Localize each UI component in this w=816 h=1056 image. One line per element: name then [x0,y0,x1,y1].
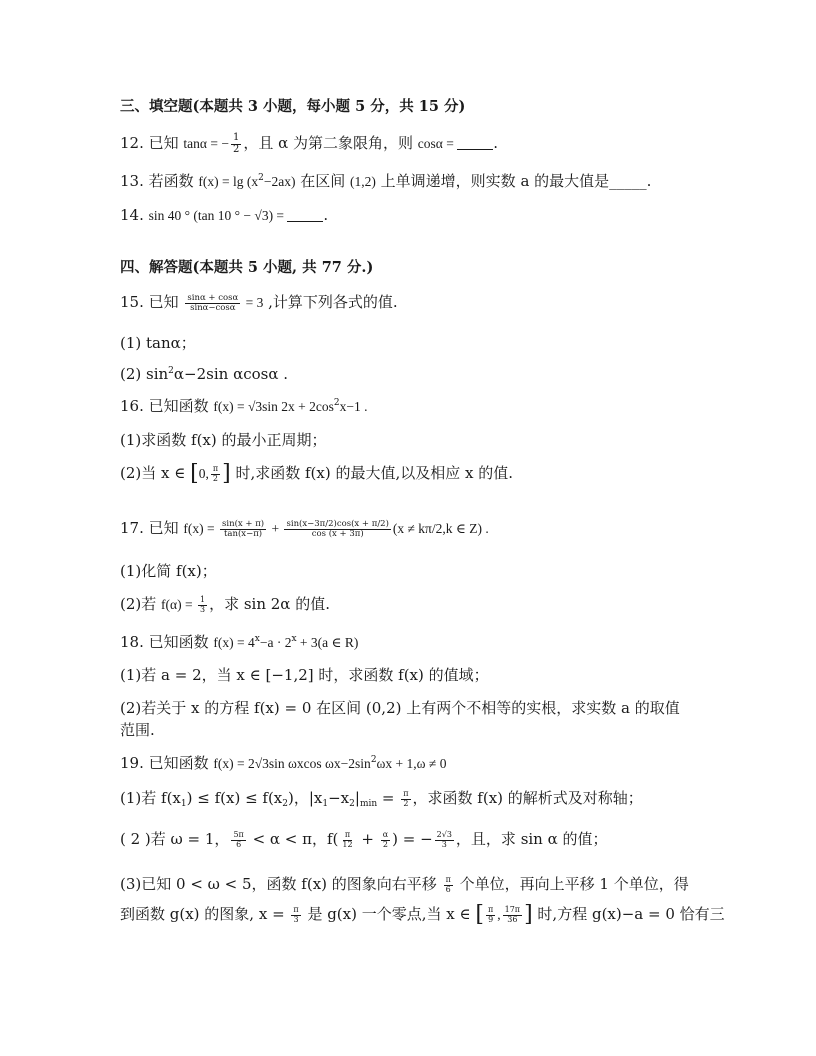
q19-p1-den: 2 [403,798,409,808]
q17-fx: f(x) = [183,521,219,536]
q19-p3-lo-n: π [487,905,494,915]
q19-p1-a: (1)若 f(x [120,789,181,807]
q19-p3-d1: 6 [445,884,451,894]
q19-p3-hi-d: 36 [507,914,518,924]
q19-p1-b: ) ≤ f(x) ≤ f(x [186,789,283,807]
q14-end: . [323,206,329,224]
q19-part-3-line-1 [120,874,700,894]
q19-p2-d4: 3 [441,839,447,849]
q13-mid: 在区间 [295,172,351,190]
q12-answer-blank[interactable] [457,135,493,150]
q19-p2-d2: 12 [342,839,353,849]
q15-fraction [185,294,240,313]
q16-part-1: (1)求函数 f(x) 的最小正周期； [120,431,327,449]
q12-rhs: cosα = [417,136,458,151]
q15-p2-b: α−2sin αcosα . [173,365,288,383]
q14-expr: sin 40 ° (tan 10 ° − √3) = [148,208,288,223]
section-3-heading: 三、填空题(本题共 3 小题，每小题 5 分，共 15 分) [120,98,466,115]
q17-p2-fraction [198,596,207,614]
q19-p2-c: + [356,830,379,848]
q15-prefix: 15. 已知 [120,293,184,311]
q13-interval: (1,2) [350,174,376,189]
q12-end: . [493,134,498,152]
q17-p2-b: ，求 sin 2α 的值. [209,595,330,613]
q19-p2-a: ( 2 )若 ω = 1， [120,830,230,848]
q19-p2-d3: 2 [382,839,388,849]
q19-p3-d2: 3 [293,914,299,924]
q19-p3-l2-a: 到函数 g(x) 的图象, x = [120,905,290,923]
q19-p1-num: π [403,789,409,799]
q19-p1-g: ，求函数 f(x) 的解析式及对称轴； [412,789,643,807]
q16-prefix: 16. 已知函数 [120,397,214,415]
q17-p2-den: 3 [199,604,206,614]
q17-prefix: 17. 已知 [120,519,184,537]
comma: , [497,907,501,922]
q15-frac-num: sinα + cosα [187,292,239,303]
q13-expr-a: f(x) = lg (x [198,174,259,189]
right-bracket: ] [524,902,533,927]
q19-p3-n1: π [445,875,451,885]
q13-end: 上单调递增，则实数 a 的最大值是_____. [375,172,652,190]
q17-condition: (x ≠ kπ/2,k ∈ Z) . [392,521,489,536]
q16-interval-lo: 0, [198,466,209,481]
q19-part-1 [120,788,700,808]
q19-p1-sub5: min [359,799,378,809]
q19-prefix: 19. 已知函数 [120,754,214,772]
q19-p3-hi-n: 17π [504,905,521,915]
q19-p2-b: < α < π，f( [247,830,339,848]
q19-p3-n2: π [293,905,299,915]
question-19 [120,753,700,774]
question-15 [120,292,700,313]
q16-exponent: 2 [333,398,340,408]
q19-p2-n1: 5π [233,830,244,840]
q14-prefix: 14. [120,206,149,224]
q18-expr-b: −a · 2 [259,635,292,650]
q15-part-2 [120,364,700,384]
q15-eq: = 3 [242,295,264,310]
q17-part-1: (1)化简 f(x)； [120,562,217,580]
q19-p1-sub3: 1 [322,799,329,809]
q18-expr-a: f(x) = 4 [213,635,255,650]
q16-expr-b: x−1 . [339,399,368,414]
q16-expr-a: f(x) = √3sin 2x + 2cos [213,399,334,414]
q19-p1-sub2: 2 [282,799,288,809]
q12-fraction [231,133,241,155]
q18-expr-c: + 3(a ∈ R) [296,635,359,650]
q19-p3-l1-b: 个单位，再向上平移 1 个单位，得 [454,875,689,893]
q17-f2-num: sin(x−3π/2)cos(x + π/2) [286,518,389,529]
q19-p1-f: = [377,789,400,807]
q17-f2-den: cos (x + 3π) [311,528,364,539]
question-13 [120,171,700,192]
q19-p2-frac-2 [340,831,354,849]
q18-prefix: 18. 已知函数 [120,633,214,651]
q12-mid: ，且 α 为第二象限角，则 [243,134,418,152]
q16-part-2 [120,463,700,485]
q19-p3-interval-hi [503,906,522,924]
q15-p2-exponent: 2 [168,366,174,376]
q13-expr-b: −2ax) [263,174,296,189]
q19-expr-a: f(x) = 2√3sin ωxcos ωx−2sin [213,756,371,771]
q17-plus: + [268,521,283,536]
q12-lhs: tanα = − [183,136,229,151]
q18-part-1: (1)若 a = 2，当 x ∈ [−1,2] 时，求函数 f(x) 的值域； [120,666,489,684]
q17-fraction-1 [220,520,266,539]
q16-interval-hi [211,465,220,483]
q19-p2-e: ，且，求 sin α 的值； [455,830,608,848]
q16-p2-b: 时,求函数 f(x) 的最大值,以及相应 x 的值. [230,464,514,482]
q15-frac-den: sinα−cosα [190,302,236,313]
q19-p2-frac-1 [231,831,245,849]
q19-p2-n3: α [382,830,389,840]
q12-prefix: 12. 已知 [120,134,184,152]
q14-answer-blank[interactable] [287,207,323,222]
q19-p2-frac-3 [381,831,390,849]
q12-frac-den: 2 [232,143,240,155]
q17-part-2 [120,594,700,615]
question-17 [120,518,700,539]
q19-p3-lo-d: 9 [488,914,494,924]
q19-part-3-line-2 [120,902,725,927]
left-bracket: [ [190,461,199,486]
q19-exponent: 2 [370,755,377,765]
question-12 [120,133,700,155]
q19-p3-l1-a: (3)已知 0 < ω < 5，函数 f(x) 的图象向右平移 [120,875,442,893]
q19-p1-fraction [401,790,410,808]
right-bracket: ] [222,461,231,486]
q18-part-2: (2)若关于 x 的方程 f(x) = 0 在区间 (0,2) 上有两个不相等的实根，求实数 a 的取值范围. [120,699,680,739]
q19-p3-interval-lo [486,906,495,924]
q19-p3-l2-b: 是 g(x) 一个零点,当 x ∈ [302,905,476,923]
q19-p2-n2: π [344,830,351,840]
q19-p1-sub4: 2 [349,799,355,809]
q13-prefix: 13. 若函数 [120,172,199,190]
section-4-heading: 四、解答题(本题共 5 小题, 共 77 分.) [120,259,374,276]
q19-p1-e: | [354,789,360,807]
q19-p2-n4: 2√3 [436,830,452,840]
q18-exp-2: x [291,634,297,644]
question-14 [120,205,700,226]
q17-p2-a: (2)若 [120,595,162,613]
q16-hi-den: 2 [212,473,219,483]
q17-fraction-2 [284,520,390,539]
q17-p2-num: 1 [199,595,206,605]
q18-exp-1: x [254,634,260,644]
q19-expr-b: ωx + 1,ω ≠ 0 [376,756,447,771]
question-16 [120,396,700,417]
q19-p2-d1: 6 [236,839,242,849]
q19-p3-frac-2 [291,906,300,924]
q13-exponent: 2 [258,173,264,183]
q19-p2-d: ) = − [392,830,433,848]
q19-p2-frac-4 [435,831,454,849]
q17-p2-expr: f(α) = [161,597,196,612]
q19-p1-c: )，|x [288,789,323,807]
q16-hi-num: π [212,464,219,474]
q19-p1-d: −x [328,789,350,807]
q19-p3-frac-1 [444,876,453,894]
q17-f1-den: tan(x−π) [224,528,263,539]
q15-tail: ,计算下列各式的值. [263,293,398,311]
q17-f1-num: sin(x + π) [222,518,265,529]
q19-part-2 [120,829,700,849]
q19-p1-sub1: 1 [180,799,187,809]
left-bracket: [ [475,902,484,927]
question-18 [120,632,700,653]
q15-p2-a: (2) sin [120,365,169,383]
q15-part-1: (1) tanα； [120,334,196,352]
q16-p2-a: (2)当 x ∈ [120,464,191,482]
q19-p3-l2-c: 时,方程 g(x)−a = 0 恰有三 [532,905,725,923]
q12-frac-num: 1 [232,132,240,143]
